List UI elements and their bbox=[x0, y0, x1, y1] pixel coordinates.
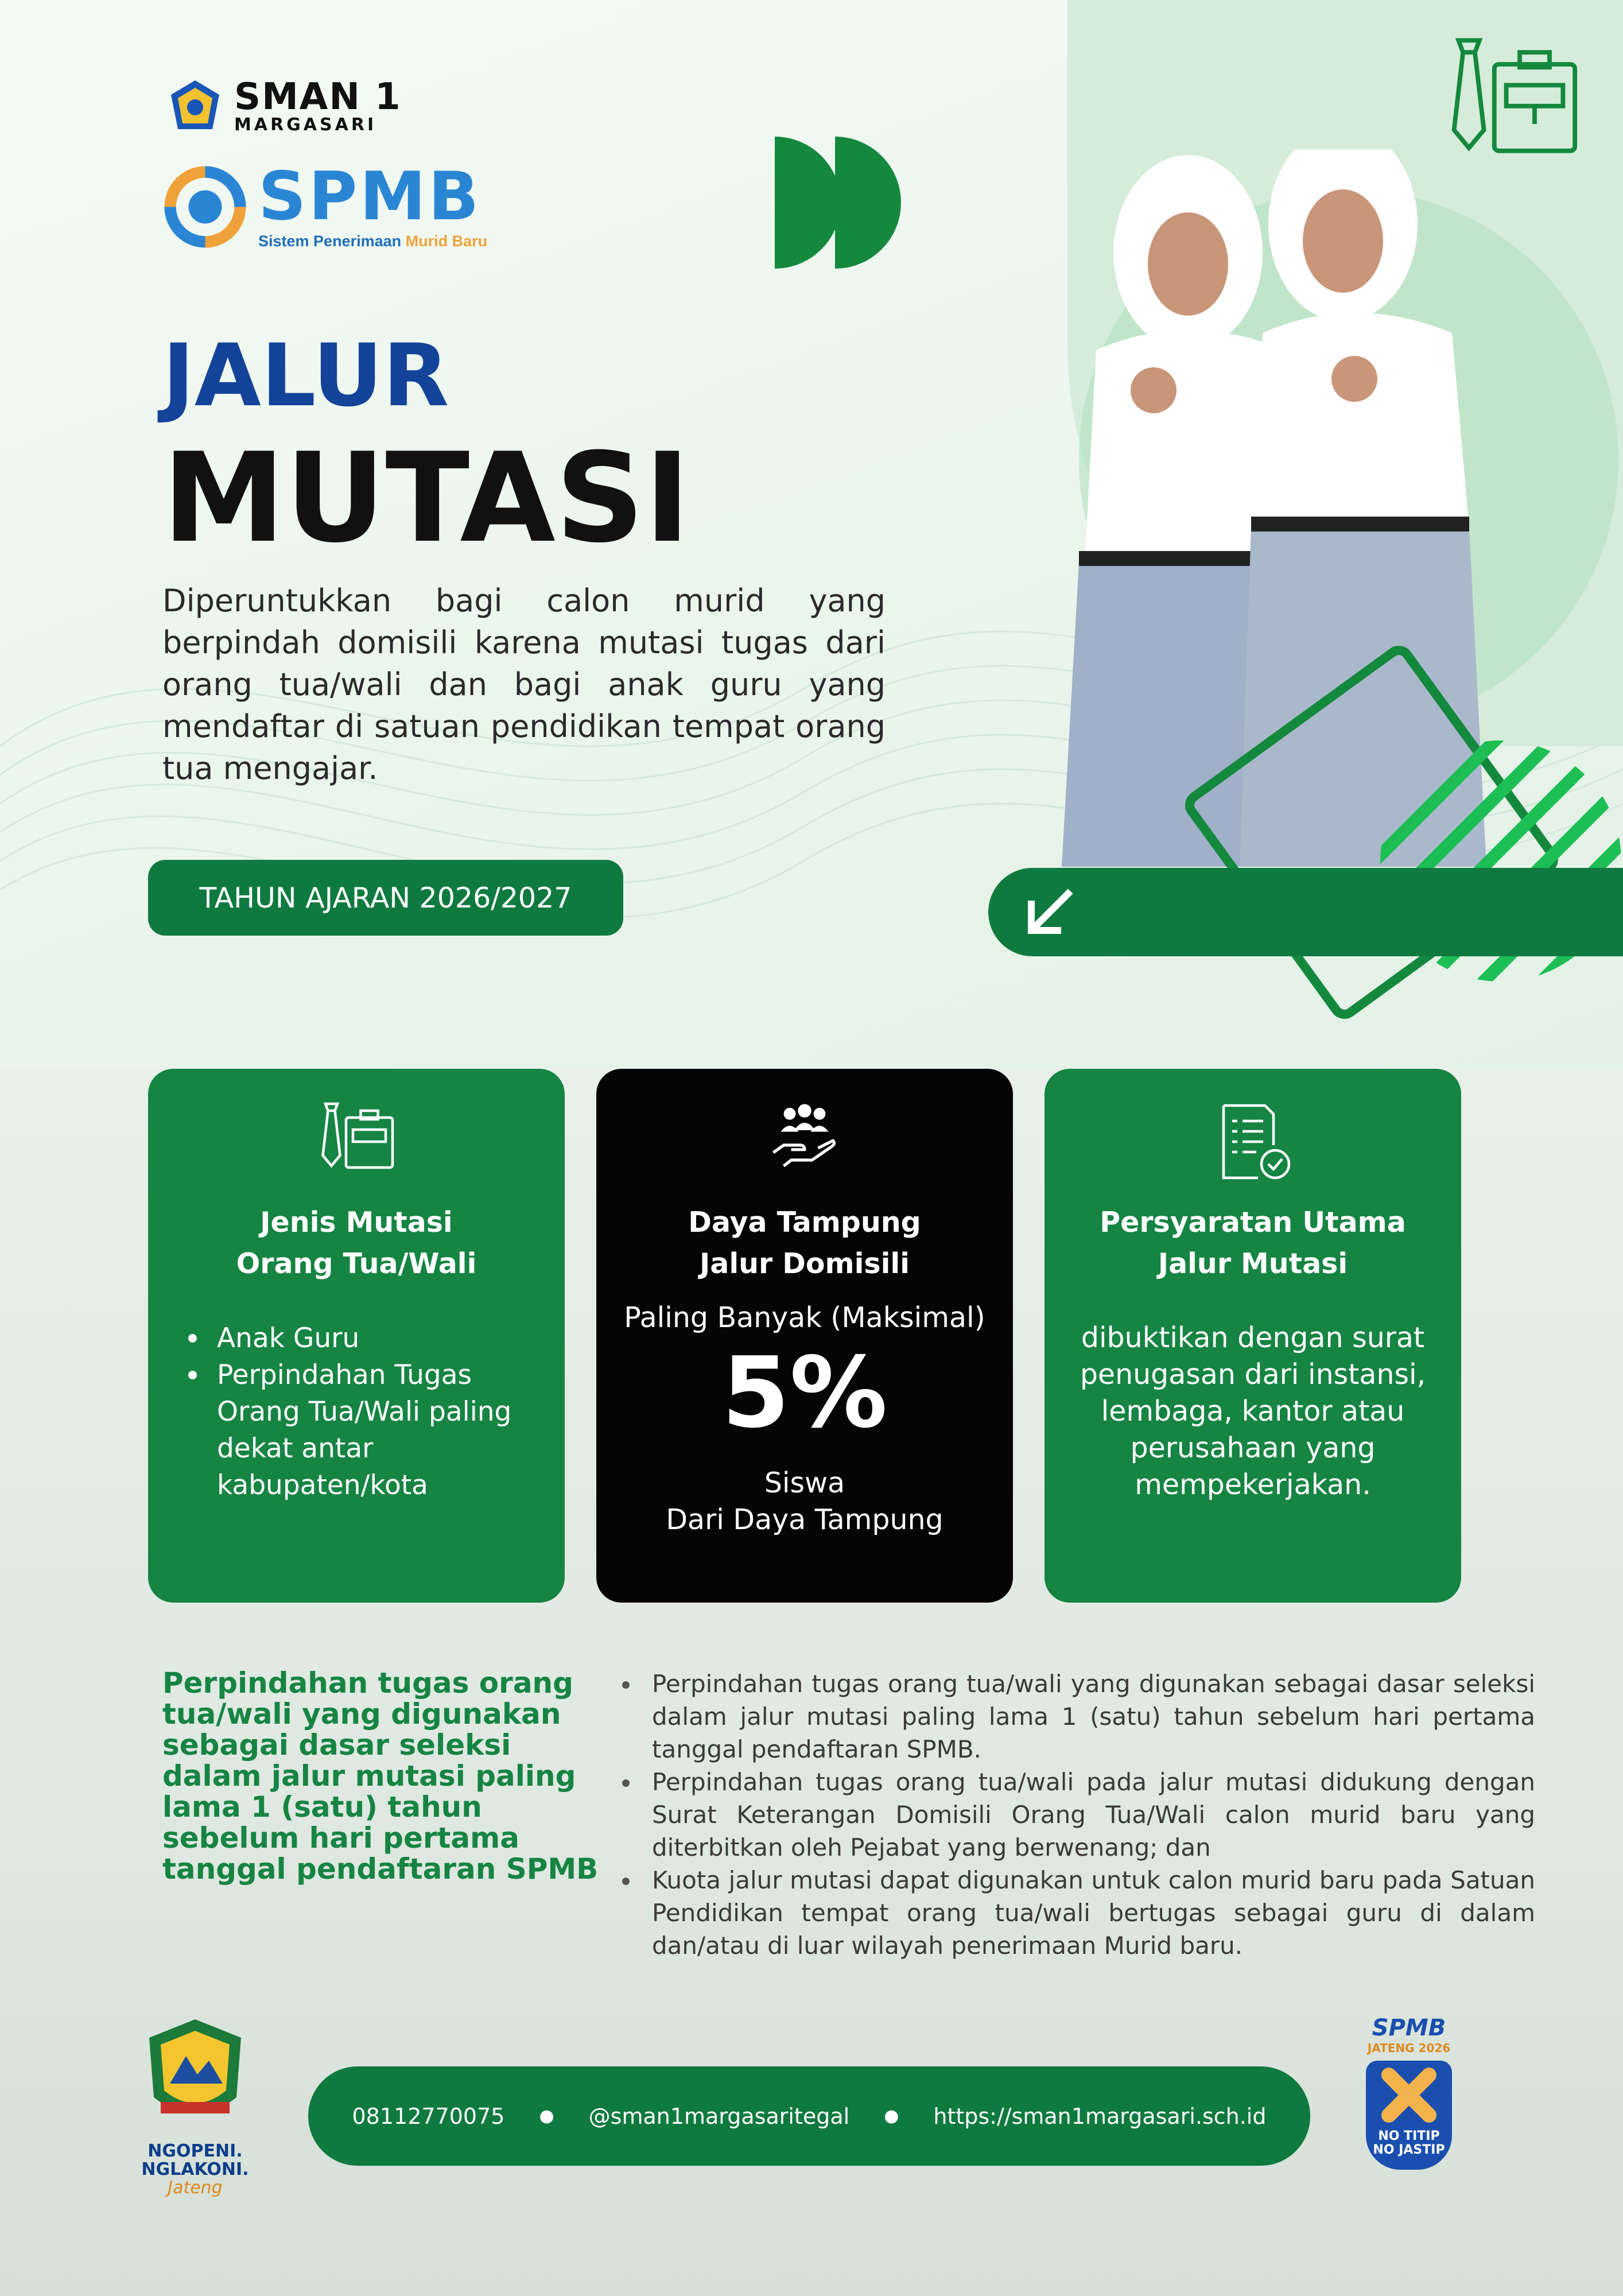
jateng-tagline-3: Jateng bbox=[168, 2178, 223, 2198]
card-jenis-mutasi bbox=[148, 1069, 565, 1603]
academic-year-badge: TAHUN AJARAN 2026/2027 bbox=[148, 860, 623, 936]
card-title-line1: Daya Tampung bbox=[688, 1206, 921, 1239]
spmb-subtitle-suffix: Murid Baru bbox=[405, 232, 488, 250]
briefcase-tie-icon bbox=[313, 1100, 399, 1186]
list-item: Perpindahan tugas orang tua/wali yang digunakan sebagai dasar seleksi dalam jalur mutasi paling lama 1 (satu) tahun sebelum hari pertama tanggal pendaftaran SPMB. bbox=[620, 1667, 1535, 1766]
list-item: Anak Guru bbox=[188, 1320, 544, 1357]
title-line1: JALUR bbox=[162, 326, 449, 426]
no-titip-badge bbox=[1366, 2061, 1452, 2170]
capacity-value: 5% bbox=[721, 1336, 888, 1450]
card-title bbox=[596, 1202, 1013, 1285]
card-title-line2: Jalur Domisili bbox=[700, 1247, 910, 1280]
arrow-down-left-icon bbox=[1023, 887, 1075, 938]
list-item: Perpindahan tugas orang tua/wali pada jalur mutasi didukung dengan Surat Keterangan Domisili Orang Tua/Wali calon murid baru yang diterbitkan oleh Pejabat yang berwenang; dan bbox=[620, 1766, 1535, 1864]
card-title-line2: Jalur Mutasi bbox=[1158, 1247, 1348, 1280]
card-title-line1: Persyaratan Utama bbox=[1100, 1206, 1406, 1239]
card-persyaratan bbox=[1045, 1069, 1461, 1603]
school-logo bbox=[166, 77, 402, 135]
website-link[interactable]: https://sman1margasari.sch.id bbox=[933, 2103, 1267, 2129]
play-icon bbox=[775, 137, 907, 269]
rules-list bbox=[620, 1667, 1535, 1962]
separator-dot: ● bbox=[884, 2106, 899, 2126]
list-item: Kuota jalur mutasi dapat digunakan untuk calon murid baru pada Satuan Pendidikan tempat orang tua/wali bertugas sebagai guru di dalam dan/atau di luar wilayah penerimaan Murid baru. bbox=[620, 1864, 1535, 1962]
capacity-unit-line2: Dari Daya Tampung bbox=[666, 1503, 943, 1536]
arrow-banner bbox=[988, 868, 1623, 956]
no-titip-text bbox=[1366, 2130, 1452, 2157]
spmb-wordmark: SPMB bbox=[258, 158, 482, 235]
spmb-jateng-subtitle: JATENG 2026 bbox=[1367, 2041, 1451, 2055]
jateng-crest-icon bbox=[138, 2015, 253, 2135]
jateng-tagline-1: NGOPENI. bbox=[147, 2141, 243, 2161]
spmb-subtitle bbox=[258, 232, 487, 250]
jateng-logo bbox=[138, 2015, 253, 2197]
spmb-subtitle-prefix: Sistem Penerimaan bbox=[258, 232, 406, 250]
jateng-tagline bbox=[138, 2142, 253, 2197]
list-item: Perpindahan Tugas Orang Tua/Wali paling dekat antar kabupaten/kota bbox=[188, 1357, 544, 1504]
highlight-note: Perpindahan tugas orang tua/wali yang digunakan sebagai dasar seleksi dalam jalur mutasi paling lama 1 (satu) tahun sebelum hari pertama tanggal pendaftaran SPMB bbox=[162, 1666, 599, 1886]
card-title-line1: Jenis Mutasi bbox=[260, 1206, 453, 1239]
capacity-label: Paling Banyak (Maksimal) bbox=[624, 1301, 985, 1334]
card-title-line2: Orang Tua/Wali bbox=[236, 1247, 477, 1280]
phone-number[interactable]: 08112770075 bbox=[352, 2103, 505, 2129]
jateng-tagline-2: NGLAKONI. bbox=[141, 2159, 249, 2179]
school-name-line1: SMAN 1 bbox=[234, 76, 402, 118]
card-daya-tampung bbox=[596, 1069, 1013, 1603]
contact-bar bbox=[308, 2066, 1310, 2166]
card-title bbox=[148, 1202, 565, 1285]
requirement-text: dibuktikan dengan surat penugasan dari instansi, lembaga, kantor atau perusahaan yang mempekerjakan. bbox=[1080, 1321, 1426, 1501]
no-titip-line2: NO JASTIP bbox=[1373, 2143, 1445, 2157]
social-handle[interactable]: @sman1margasaritegal bbox=[588, 2103, 850, 2129]
people-hand-icon bbox=[767, 1100, 842, 1175]
capacity-unit bbox=[596, 1465, 1013, 1538]
mutation-type-list bbox=[188, 1320, 544, 1504]
spmb-ring-icon bbox=[164, 165, 247, 249]
separator-dot: ● bbox=[539, 2106, 554, 2126]
school-name-line2: MARGASARI bbox=[234, 115, 377, 135]
card-title bbox=[1045, 1202, 1461, 1285]
spmb-logo bbox=[164, 158, 488, 250]
title-line2: MUTASI bbox=[162, 426, 690, 570]
cross-hands-icon bbox=[1366, 2061, 1452, 2130]
spmb-jateng-logo bbox=[1331, 2015, 1486, 2170]
spmb-jateng-title: SPMB bbox=[1372, 2015, 1446, 2041]
no-titip-line1: NO TITIP bbox=[1378, 2129, 1440, 2143]
checklist-document-icon bbox=[1210, 1100, 1296, 1186]
intro-text: Diperuntukkan bagi calon murid yang berpindah domisili karena mutasi tugas dari orang tua/wali dan bagi anak guru yang mendaftar di satuan pendidikan tempat orang tua mengajar. bbox=[162, 583, 886, 786]
school-crest-icon bbox=[166, 77, 224, 135]
capacity-unit-line1: Siswa bbox=[764, 1467, 845, 1499]
